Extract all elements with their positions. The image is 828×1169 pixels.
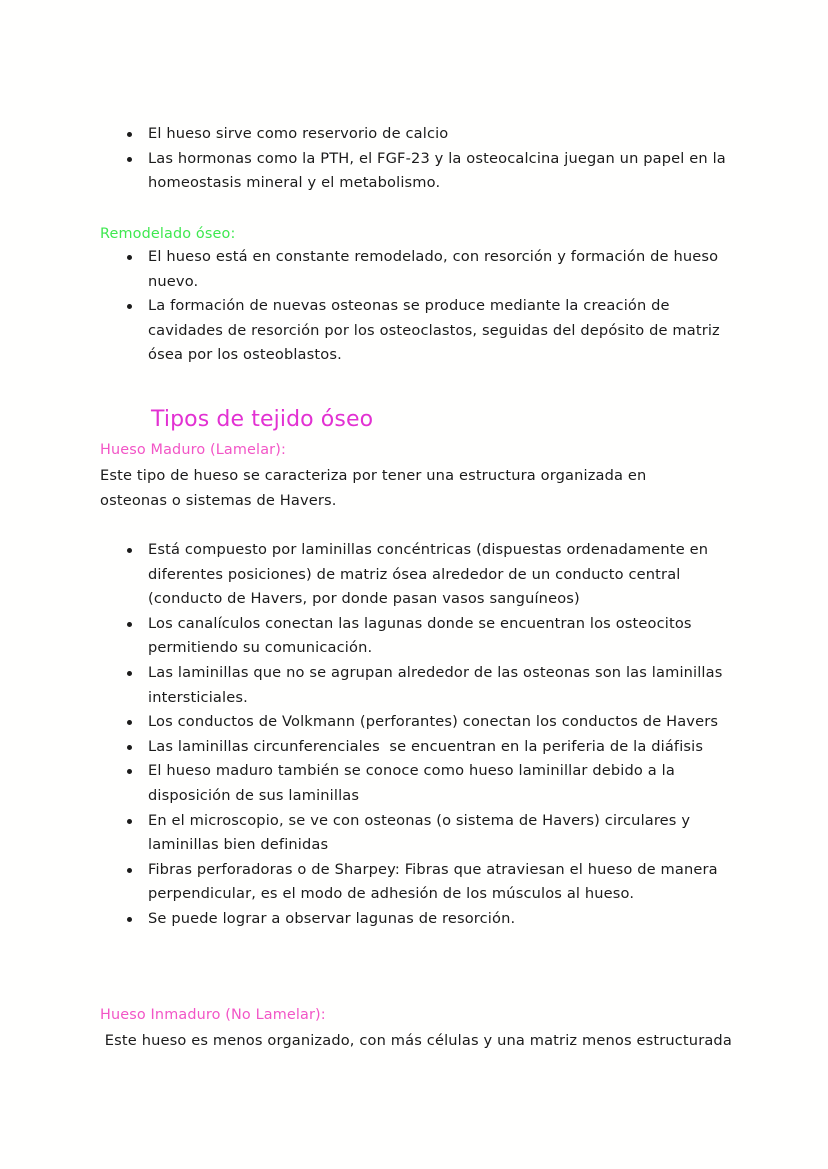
list-item: Las laminillas que no se agrupan alrededor de las osteonas son las laminillas intersticiales. [125,661,750,710]
list-item: Fibras perforadoras o de Sharpey: Fibras que atraviesan el hueso de manera perpendicular, es el modo de adhesión de los músculos al hueso. [125,858,750,907]
list-item: Los conductos de Volkmann (perforantes) conectan los conductos de Havers [125,710,750,735]
list-item: Las laminillas circunferenciales se encuentran en la periferia de la diáfisis [125,735,750,760]
list-item: Está compuesto por laminillas concéntricas (dispuestas ordenadamente en diferentes posiciones) de matriz ósea alrededor de un conducto central (conducto de Havers, por donde pasan vasos sanguíneos) [125,538,750,612]
page-title: Tipos de tejido óseo [151,407,374,432]
hueso-maduro-bullet-list [125,538,750,932]
list-item: Se puede lograr a observar lagunas de resorción. [125,907,750,932]
heading-remodelado-oseo: Remodelado óseo: [100,226,236,242]
list-item: La formación de nuevas osteonas se produce mediante la creación de cavidades de resorción por los osteoclastos, seguidas del depósito de matriz ósea por los osteoblastos. [125,294,735,368]
remodelado-bullet-list [125,245,735,368]
list-item: Las hormonas como la PTH, el FGF-23 y la osteocalcina juegan un papel en la homeostasis mineral y el metabolismo. [125,147,745,196]
paragraph-hueso-inmaduro: Este hueso es menos organizado, con más células y una matriz menos estructurada [100,1032,732,1049]
list-item: Los canalículos conectan las lagunas donde se encuentran los osteocitos permitiendo su comunicación. [125,612,750,661]
intro-bullet-list [125,122,745,196]
list-item: El hueso está en constante remodelado, con resorción y formación de hueso nuevo. [125,245,735,294]
list-item: El hueso sirve como reservorio de calcio [125,122,745,147]
list-item: En el microscopio, se ve con osteonas (o sistema de Havers) circulares y laminillas bien definidas [125,809,750,858]
paragraph-hueso-maduro: Este tipo de hueso se caracteriza por tener una estructura organizada en osteonas o sistemas de Havers. [100,467,652,509]
heading-hueso-maduro: Hueso Maduro (Lamelar): [100,442,286,458]
heading-hueso-inmaduro: Hueso Inmaduro (No Lamelar): [100,1007,326,1023]
list-item: El hueso maduro también se conoce como hueso laminillar debido a la disposición de sus laminillas [125,759,750,808]
